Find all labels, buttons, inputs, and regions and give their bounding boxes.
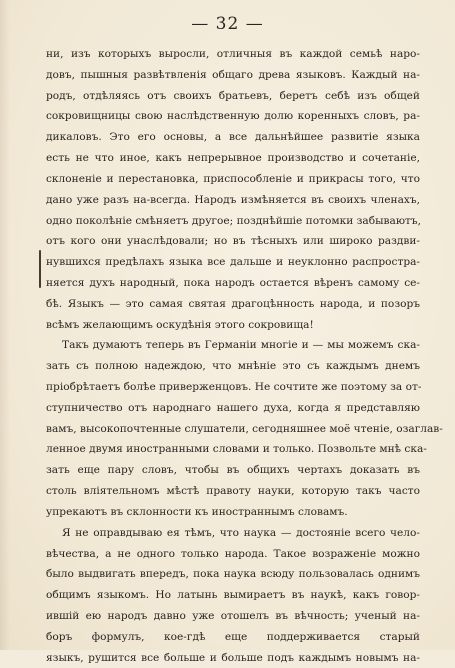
text-line: зать съ полною надеждою, что мнѣніе это съ каждымъ днемъ [46, 360, 420, 373]
margin-pencil-mark [39, 250, 41, 288]
text-line: всѣмъ желающимъ оскудѣнія этого сокровища! [46, 318, 314, 331]
text-line: довъ, пышныя развѣтвленія общаго древа языковъ. Каждый на- [46, 68, 420, 81]
text-line: было выдвигать впередъ, пока наука всюду пользовалась однимъ [46, 568, 420, 581]
text-line: родъ, отдѣляясь отъ своихъ братьевъ, беретъ себѣ изъ общей [46, 89, 420, 102]
text-line: одно поколѣніе смѣняетъ другое; позднѣйшіе потомки забываютъ, [46, 214, 422, 227]
text-line: ившій ею народъ давно уже отошелъ въ вѣчность; ученый на- [46, 609, 420, 622]
page-gutter-shadow [0, 0, 10, 650]
text-line: Я не оправдываю ея тѣмъ, что наука — достояніе всего чело- [62, 526, 420, 539]
text-line: отъ кого они унаслѣдовали; но въ тѣсныхъ или широко раздви- [46, 235, 420, 248]
body-text [46, 44, 443, 668]
text-line: вѣчества, а не одного только народа. Такое возраженіе можно [46, 547, 420, 560]
text-line: зать еще пару словъ, чтобы въ общихъ чертахъ доказать въ [46, 464, 420, 477]
text-line: нувшихся предѣлахъ языка все дальше и неуклонно распростра- [46, 256, 420, 269]
text-line: ленное двумя иностранными словами и только. Позвольте мнѣ ска- [46, 443, 427, 456]
text-line: бѣ. Языкъ — это самая святая драгоцѣнность народа, и позоръ [46, 297, 420, 310]
text-line: дикаловъ. Это его основы, а все дальнѣйшее развитіе языка [46, 131, 420, 144]
page-number: — 32 — [191, 14, 264, 34]
text-line: склоненіе и перестановка, приспособленіе и прикрасы того, что [46, 172, 420, 185]
text-line: дано уже разъ на-всегда. Народъ измѣняется въ своихъ членахъ, [46, 193, 420, 206]
text-line: сокровищницы свою наслѣдственную долю коренныхъ словъ, ра- [46, 110, 420, 123]
text-line: пріобрѣтаетъ болѣе приверженцовъ. Не сочтите же поэтому за от- [46, 381, 422, 393]
text-line: есть не что иное, какъ непрерывное производство и сочетаніе, [46, 152, 420, 165]
text-line: упрекаютъ въ склонности къ иностраннымъ словамъ. [46, 505, 348, 518]
text-line: боръ формулъ, кое-гдѣ еще поддерживается старый [46, 630, 420, 643]
text-line: вамъ, высокопочтенные слушатели, сегодняшнее моё чтеніе, озаглав- [46, 422, 443, 435]
text-line: ни, изъ которыхъ выросли, отличныя въ каждой семьѣ наро- [46, 48, 420, 60]
text-line: няется духъ народный, пока народъ остается вѣренъ самому се- [46, 276, 420, 289]
text-line: ступничество отъ народнаго нашего духа, когда я представляю [46, 401, 420, 414]
text-line: столь вліятельномъ мѣстѣ правоту науки, которую такъ часто [46, 485, 420, 498]
text-line: общимъ языкомъ. Но латынь вымираетъ въ наукѣ, какъ говор- [46, 589, 420, 602]
text-line: языкъ, рушится все больше и больше подъ каждымъ новымъ на- [46, 651, 420, 664]
text-line: Такъ думаютъ теперь въ Германіи многіе и — мы можемъ ска- [62, 339, 420, 352]
